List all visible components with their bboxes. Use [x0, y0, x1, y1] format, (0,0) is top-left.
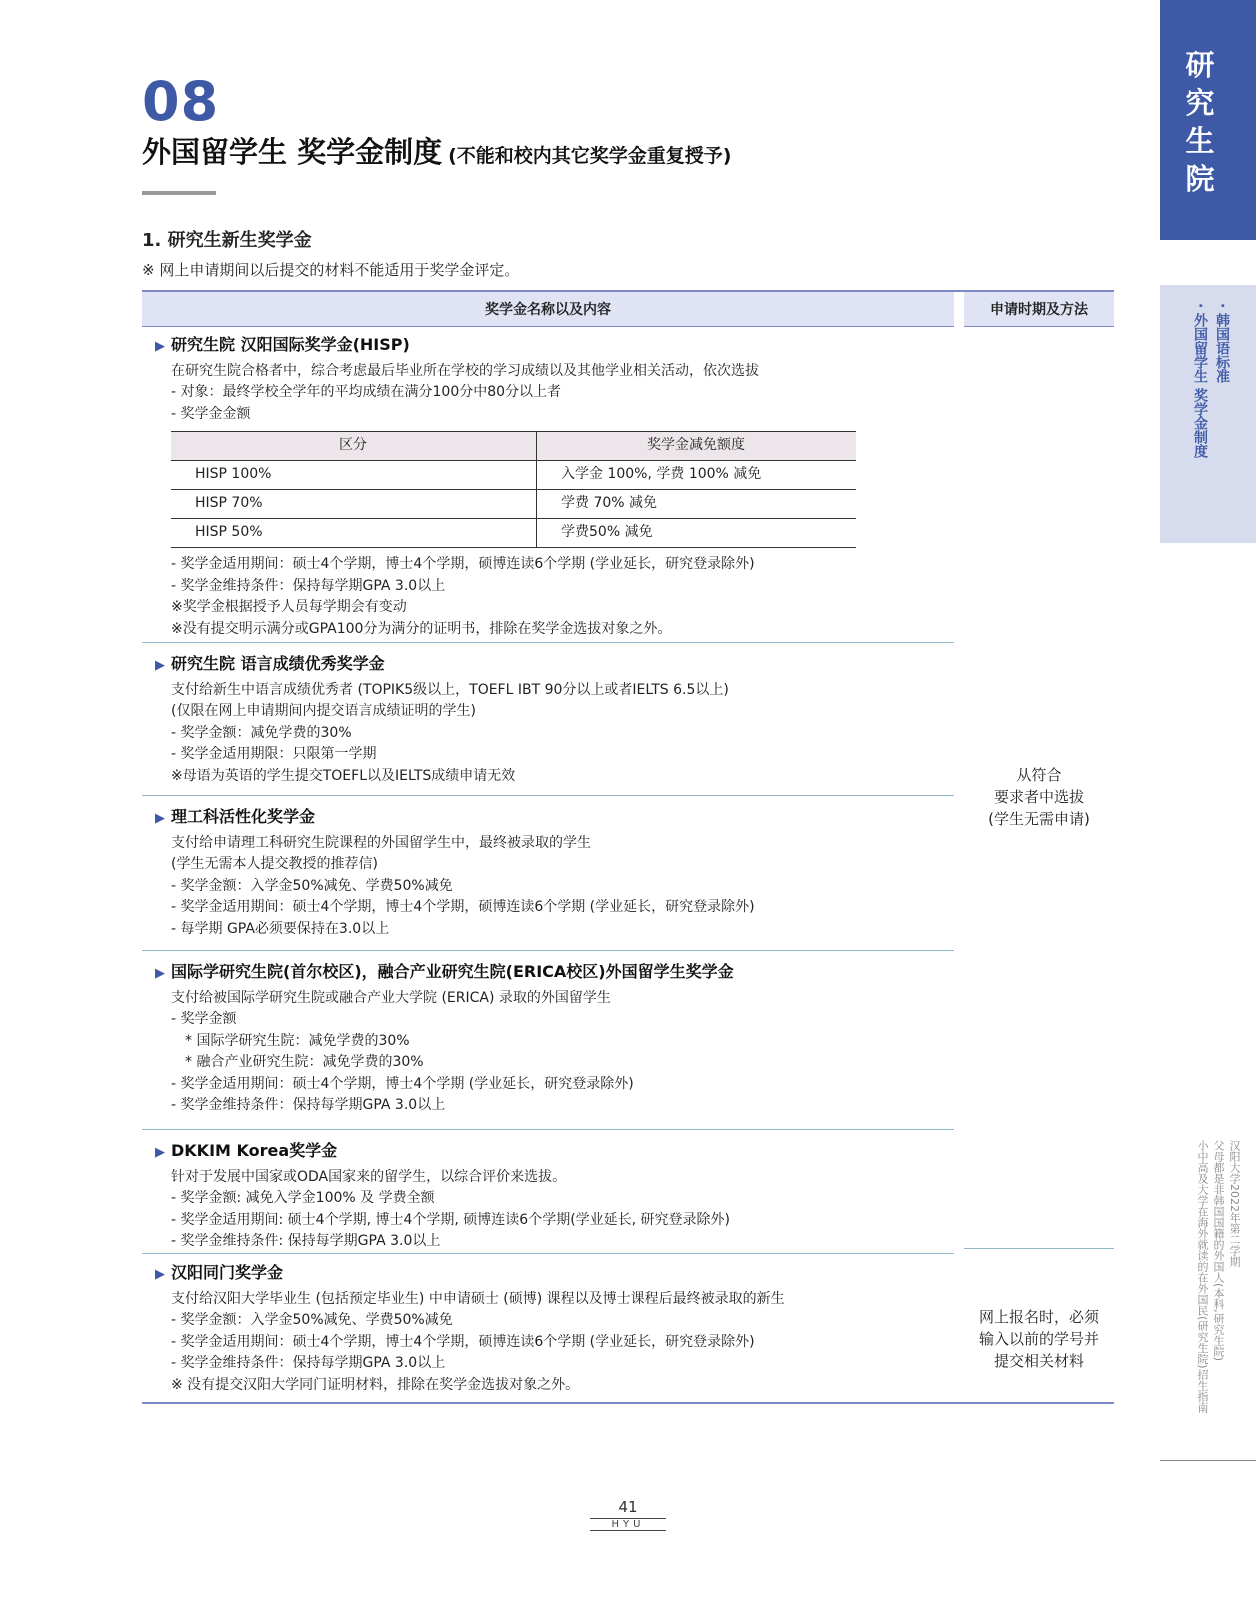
scholarship-target: - 对象：最终学校全学年的平均成绩在满分100分中80分以上者 — [171, 384, 562, 400]
table-bottom-rule — [142, 1402, 1114, 1404]
scholarship-title: ▶ 研究生院 汉阳国际奖学金(HISP) — [155, 335, 410, 354]
scholarship-line: 支付给申请理工科研究生院课程的外国留学生中，最终被录取的学生 — [171, 834, 591, 851]
scholarship-line: 支付给新生中语言成绩优秀者 (TOPIK5级以上，TOEFL IBT 90分以上或者IELTS 6.5以上) — [171, 681, 729, 698]
table-cell: 入学金 100%, 学费 100% 减免 — [537, 461, 857, 490]
scholarship-line: - 每学期 GPA必须要保持在3.0以上 — [171, 920, 390, 937]
page-number: 41 — [618, 1498, 638, 1516]
triangle-bullet-icon: ▶ — [155, 811, 165, 826]
scholarship-maintain: - 奖学金维持条件：保持每学期GPA 3.0以上 — [171, 577, 446, 594]
scholarship-line: - 奖学金额: 减免入学金100% 及 学费全额 — [171, 1190, 435, 1206]
scholarship-line: ※母语为英语的学生提交TOEFL以及IELTS成绩申请无效 — [171, 767, 516, 784]
scholarship-title: ▶ DKKIM Korea奖学金 — [155, 1141, 338, 1160]
side-item-korean-standard[interactable]: · 韩国语标准 — [1214, 303, 1230, 384]
page-title — [142, 130, 731, 171]
scholarship-line: - 奖学金维持条件: 保持每学期GPA 3.0以上 — [171, 1233, 441, 1249]
triangle-bullet-icon: ▶ — [155, 658, 165, 673]
scholarship-line: 支付给汉阳大学毕业生 (包括预定毕业生) 中申请硕士 (硕博) 课程以及博士课程后最终被录取的新生 — [171, 1290, 785, 1307]
header-rule-left — [142, 326, 954, 327]
scholarship-line: - 奖学金额：入学金50%减免、学费50%减免 — [171, 877, 453, 894]
scholarship-dkkim — [155, 1140, 955, 1253]
scholarship-line: ※ 没有提交汉阳大学同门证明材料，排除在奖学金选拔对象之外。 — [171, 1376, 580, 1393]
scholarship-title: ▶ 国际学研究生院(首尔校区)，融合产业研究生院(ERICA校区)外国留学生奖学金 — [155, 962, 734, 981]
table-cell: 学费50% 减免 — [537, 519, 857, 548]
scholarship-line: - 奖学金适用期间：硕士4个学期，博士4个学期，硕博连读6个学期 (学业延长，研究登录除外) — [171, 1333, 755, 1350]
table-header-category: 区分 — [171, 432, 537, 461]
scholarship-line: * 国际学研究生院：减免学费的30% — [185, 1032, 410, 1049]
title-main: 外国留学生 奖学金制度 — [142, 135, 443, 169]
hisp-amount-table — [171, 431, 856, 548]
row-divider — [142, 1129, 954, 1130]
table-header-row — [171, 432, 856, 461]
scholarship-line: 支付给被国际学研究生院或融合产业大学院 (ERICA) 录取的外国留学生 — [171, 989, 611, 1006]
row-divider — [142, 1253, 954, 1254]
scholarship-hisp — [155, 334, 955, 640]
chapter-number: 08 — [142, 70, 220, 133]
title-underline — [142, 191, 216, 195]
table-cell: HISP 70% — [171, 490, 537, 519]
footer-brand: HYU — [590, 1518, 666, 1531]
scholarship-line: - 奖学金维持条件：保持每学期GPA 3.0以上 — [171, 1355, 446, 1371]
header-rule-right — [964, 326, 1114, 327]
scholarship-line: 针对于发展中国家或ODA国家来的留学生，以综合评价来选拔。 — [171, 1168, 567, 1185]
section-heading: 1. 研究生新生奖学金 — [142, 230, 312, 251]
scholarship-line: - 奖学金额 — [171, 1011, 237, 1027]
table-header-reduction: 奖学金减免额度 — [537, 432, 857, 461]
application-method-submit: 网上报名时，必须 输入以前的学号并 提交相关材料 — [978, 1308, 1099, 1370]
table-cell: HISP 100% — [171, 461, 537, 490]
scholarship-note: ※奖学金根据授予人员每学期会有变动 — [171, 599, 407, 615]
side-section-index[interactable] — [1160, 285, 1256, 543]
side-footer-line-2: 父母都是非韩国国籍的外国人(本科,研究生院) — [1212, 1140, 1225, 1362]
row-divider — [142, 795, 954, 796]
side-footer-line-3: 小中高及大学在海外就读的在外国民(研究生院)招生指南 — [1196, 1140, 1209, 1413]
table-row — [171, 519, 856, 548]
scholarship-line: - 奖学金额：入学金50%减免、学费50%减免 — [171, 1312, 453, 1328]
triangle-bullet-icon: ▶ — [155, 339, 165, 354]
table-row — [171, 490, 856, 519]
scholarship-alumni — [155, 1262, 955, 1396]
scholarship-period: - 奖学金适用期间：硕士4个学期，博士4个学期，硕博连读6个学期 (学业延长，研究登录除外) — [171, 556, 755, 572]
row-divider — [142, 950, 954, 951]
side-footer-rule — [1160, 1460, 1256, 1461]
period-divider — [964, 1248, 1114, 1249]
table-cell: 学费 70% 减免 — [537, 490, 857, 519]
scholarship-international — [155, 961, 955, 1117]
scholarship-science — [155, 806, 955, 940]
triangle-bullet-icon: ▶ — [155, 1145, 165, 1160]
scholarship-title: ▶ 理工科活性化奖学金 — [155, 807, 316, 826]
scholarship-amount-label: - 奖学金金额 — [171, 405, 251, 422]
column-header-period: 申请时期及方法 — [964, 292, 1114, 326]
scholarship-line: (仅限在网上申请期间内提交语言成绩证明的学生) — [171, 703, 476, 719]
scholarship-line: - 奖学金适用期限：只限第一学期 — [171, 746, 377, 762]
row-divider — [142, 642, 954, 643]
column-header-name: 奖学金名称以及内容 — [142, 292, 954, 326]
scholarship-desc: 在研究生院合格者中，综合考虑最后毕业所在学校的学习成绩以及其他学业相关活动，依次选拔 — [171, 362, 759, 379]
scholarship-line: - 奖学金适用期间：硕士4个学期，博士4个学期 (学业延长，研究登录除外) — [171, 1075, 634, 1092]
scholarship-language — [155, 653, 955, 787]
application-method-selection: 从符合 要求者中选拔 (学生无需申请) — [988, 766, 1090, 828]
side-tab-label: 研 究 生 院 — [1185, 48, 1215, 196]
triangle-bullet-icon: ▶ — [155, 1267, 165, 1282]
scholarship-line: (学生无需本人提交教授的推荐信) — [171, 856, 378, 872]
triangle-bullet-icon: ▶ — [155, 966, 165, 981]
side-item-scholarship[interactable]: · 外国留学生 奖学金制度 — [1192, 303, 1208, 459]
scholarship-title: ▶ 研究生院 语言成绩优秀奖学金 — [155, 654, 385, 673]
side-footer-line-1: 汉阳大学2022年第二学期 — [1228, 1140, 1241, 1267]
scholarship-line: - 奖学金适用期间: 硕士4个学期, 博士4个学期, 硕博连读6个学期(学业延长, 研究登录除外) — [171, 1211, 731, 1228]
scholarship-note: ※没有提交明示满分或GPA100分为满分的证明书，排除在奖学金选拔对象之外。 — [171, 620, 672, 637]
scholarship-line: - 奖学金维持条件：保持每学期GPA 3.0以上 — [171, 1097, 446, 1113]
section-note: ※ 网上申请期间以后提交的材料不能适用于奖学金评定。 — [142, 261, 520, 279]
title-note: (不能和校内其它奖学金重复授予) — [448, 145, 732, 167]
scholarship-title: ▶ 汉阳同门奖学金 — [155, 1263, 284, 1282]
scholarship-line: - 奖学金额：减免学费的30% — [171, 724, 352, 741]
table-cell: HISP 50% — [171, 519, 537, 548]
scholarship-line: * 融合产业研究生院：减免学费的30% — [185, 1054, 424, 1070]
scholarship-line: - 奖学金适用期间：硕士4个学期，博士4个学期，硕博连读6个学期 (学业延长，研究登录除外) — [171, 899, 755, 915]
side-tab-graduate-school[interactable] — [1160, 0, 1256, 240]
table-row — [171, 461, 856, 490]
